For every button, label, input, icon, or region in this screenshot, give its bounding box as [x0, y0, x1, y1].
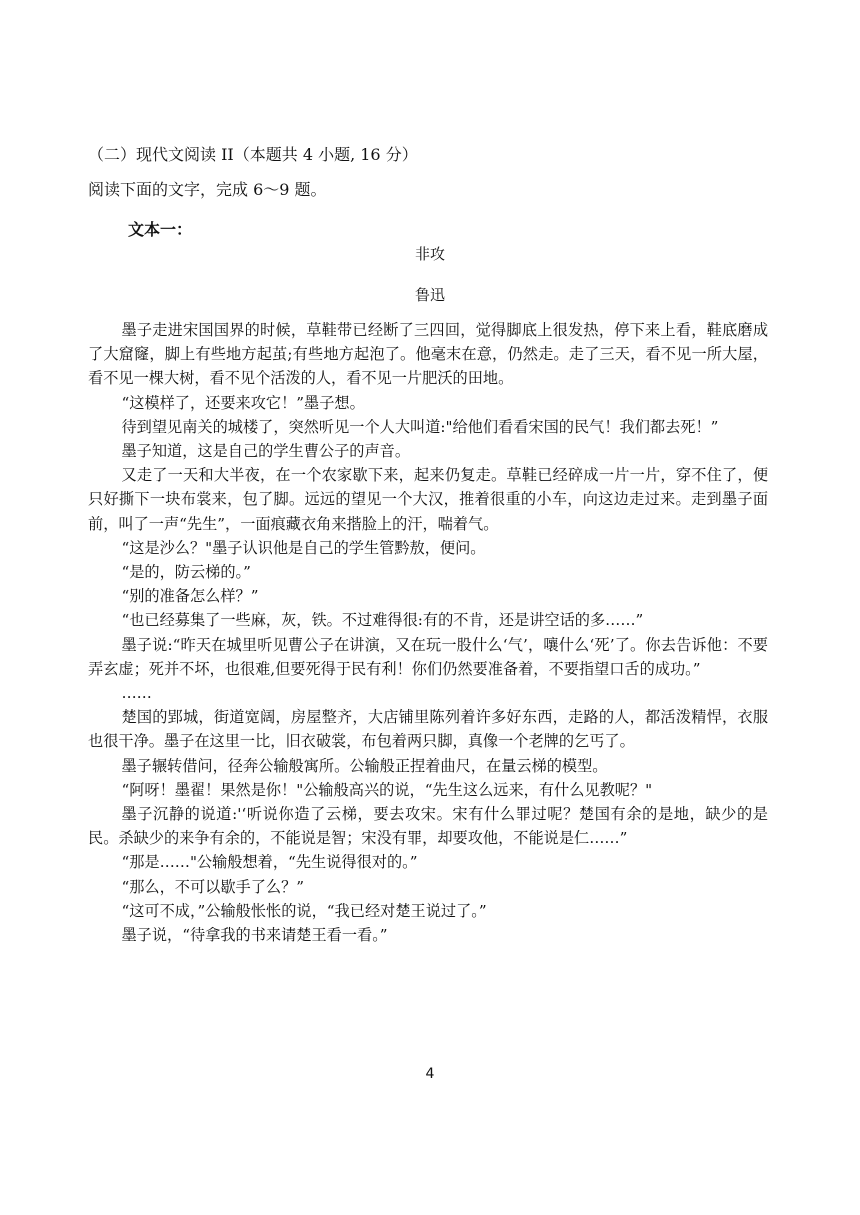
paragraph: “这是沙么？"墨子认识他是自己的学生管黔敖，便问。	[121, 538, 486, 557]
article-body	[88, 318, 768, 947]
paragraph: “那是……"公输般想着，“先生说得很对的。”	[121, 853, 418, 872]
paragraph: “别的准备怎么样？”	[121, 587, 259, 606]
paragraph: 墨子说:“昨天在城里听见曹公子在讲演，又在玩一股什么‘气’，嚷什么‘死’了。你去告诉他：不要弄玄虚；死并不坏，也很难,但要死得于民有利！你们仍然要准备着，不要指望口舌的成功。”	[88, 635, 768, 678]
reading-instruction: 阅读下面的文字，完成 6～9 题。	[88, 180, 327, 199]
paragraph: “是的，防云梯的。”	[121, 563, 251, 582]
paragraph: “这可不成，”公输般怅怅的说，“我已经对楚王说过了。”	[121, 901, 487, 920]
ellipsis-break: ……	[121, 684, 152, 703]
section-title: （二）现代文阅读 II（本题共 4 小题, 16 分）	[88, 145, 418, 164]
paragraph: 墨子知道，这是自己的学生曹公子的声音。	[121, 442, 410, 461]
paragraph: “这模样了，还要来攻它！”墨子想。	[121, 393, 365, 412]
paragraph: 墨子走进宋国国界的时候，草鞋带已经断了三四回，觉得脚底上很发热，停下来上看，鞋底磨成了大窟窿，脚上有些地方起茧;有些地方起泡了。他毫末在意，仍然走。走了三天，看不见一所大屋，看不见一棵大树，看不见个活泼的人，看不见一片肥沃的田地。	[88, 321, 768, 388]
text-label: 文本一：	[128, 220, 193, 239]
paragraph: 墨子说，“待拿我的书来请楚王看一看。”	[121, 926, 388, 945]
paragraph: 墨子沉静的说道:'‘听说你造了云梯，要去攻宋。宋有什么罪过呢？楚国有余的是地，缺少的是民。杀缺少的来争有余的，不能说是智；宋没有罪，却要攻他，不能说是仁……”	[88, 805, 768, 848]
paragraph: “那么，不可以歇手了么？”	[121, 877, 305, 896]
article-title: 非攻	[414, 245, 445, 263]
article-author: 鲁迅	[414, 286, 445, 304]
paragraph: 待到望见南关的城楼了，突然听见一个人大叫道:"给他们看看宋国的民气！我们都去死！”	[121, 417, 719, 436]
paragraph: 墨子辗转借问，径奔公输般寓所。公输般正捏着曲尺，在量云梯的模型。	[121, 756, 608, 775]
paragraph: 又走了一天和大半夜，在一个农家歇下来，起来仍复走。草鞋已经碎成一片一片，穿不住了，便只好撕下一块布裳来，包了脚。远远的望见一个大汉，推着很重的小车，向这边走过来。走到墨子面前，叫了一声“先生”，一面痕藏衣角来揩脸上的汗，喘着气。	[88, 466, 768, 533]
page-number: 4	[425, 1066, 435, 1082]
paragraph: “也已经募集了一些麻，灰，铁。不过难得很:有的不肯，还是讲空话的多……”	[121, 611, 644, 630]
paragraph: “阿呀！墨翟！果然是你！"公输般高兴的说，“先生这么远来，有什么见教呢？"	[121, 780, 653, 799]
paragraph: 楚国的郢城，街道宽阔，房屋整齐，大店铺里陈列着许多好东西，走路的人，都活泼精悍，衣服也很干净。墨子在这里一比，旧衣破裳，布包着两只脚，真像一个老牌的乞丐了。	[88, 708, 768, 751]
